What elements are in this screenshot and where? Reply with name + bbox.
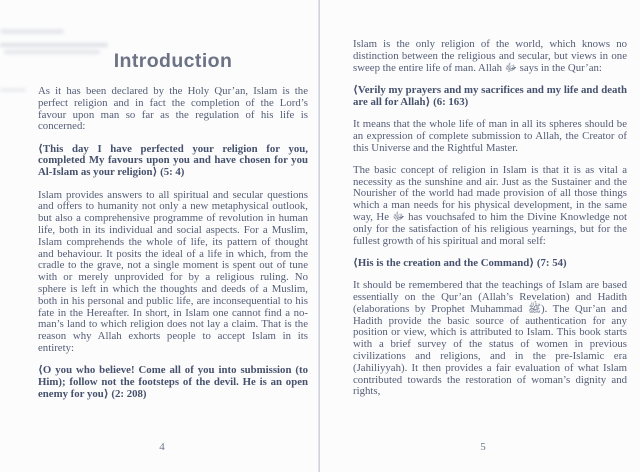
paragraph-body: It means that the whole life of man in all its spheres should be an expression of complete submission to Allah, the Creator of this Universe and the Rightful Master. [353,117,627,154]
quran-quote: ⟨O you who believe! Come all of you into submission (to Him); follow not the footsteps of the devil. He is an open enemy for you⟩ (2: 208) [38,364,308,400]
paragraph-intro: As it has been declared by the Holy Qur’an, Islam is the perfect religion and in fact the completion of the Lord’s favour upon man so far as the regulation of his life is concerned: [38,85,308,133]
scan-smudge [0,88,26,92]
quran-quote: ⟨His is the creation and the Command⟩ (7: 54) [353,256,567,269]
page-title: Introduction [113,50,233,72]
paragraph-body: Islam is the only religion of the world, which knows no distinction between the religious and secular, but views in one sweep the entire life of man. Allah ﷻ says in the Qur’an: [353,38,627,74]
scan-smudge [4,50,100,54]
scan-smudge [0,43,108,47]
page-right [320,0,640,472]
scan-smudge [0,29,64,34]
page-number-left: 4 [159,441,165,453]
page-left [0,0,318,472]
paragraph-body: The basic concept of religion in Islam is that it is as vital a necessity as the sunshine and air. Just as the Sustainer and the Nourisher of the world had made provision of all those things which a man needs for his physical development, in the same way, He ﷻ has vouchsafed to him the Divine Knowledge not only for the satisfaction of his religious yearnings, but for the fullest growth of his spiritual and moral self: [353,163,627,247]
paragraph-body: It should be remembered that the teachings of Islam are based essentially on the Qur’an (Allah’s Revelation) and Hadith (elaborations by Prophet Muhammad ﷺ). The Qur’an and Hadith provide the basic source of authentication for any position or view, which is attributed to Islam. This book starts with a brief survey of the status of women in previous civilizations and religions, and in the pre-Islamic era (Jahiliyyah). It then provides a fair evaluation of what Islam contributed towards the restoration of woman’s dignity and rights, [353,279,627,398]
paragraph-body: Islam provides answers to all spiritual and secular questions and offers to humanity not only a new metaphysical outlook, but also a comprehensive programme of revolution in human life, both in its individual and social aspects. For a Muslim, Islam comprehends the whole of life, its pattern of thought and behaviour. It posits the ideal of a life in which, from the cradle to the grave, not a single moment is spent out of tune with or merely unprovided for by a religious ruling. No sphere is left in which the thoughts and deeds of a Muslim, both in his personal and public life, are inconsequential to his fate in the Hereafter. In short, in Islam one cannot find a no-man’s land to which religion does not lay a claim. That is the reason why Allah exhorts people to accept Islam in its entirety: [38,188,308,354]
quran-quote: ⟨Verily my prayers and my sacrifices and my life and death are all for Allah⟩ (6: 163) [353,83,627,108]
quran-quote: ⟨This day I have perfected your religion for you, completed My favours upon you and have chosen for you Al-Islam as your religion⟩ (5: 4) [38,142,308,179]
page-number-right: 5 [480,441,486,453]
